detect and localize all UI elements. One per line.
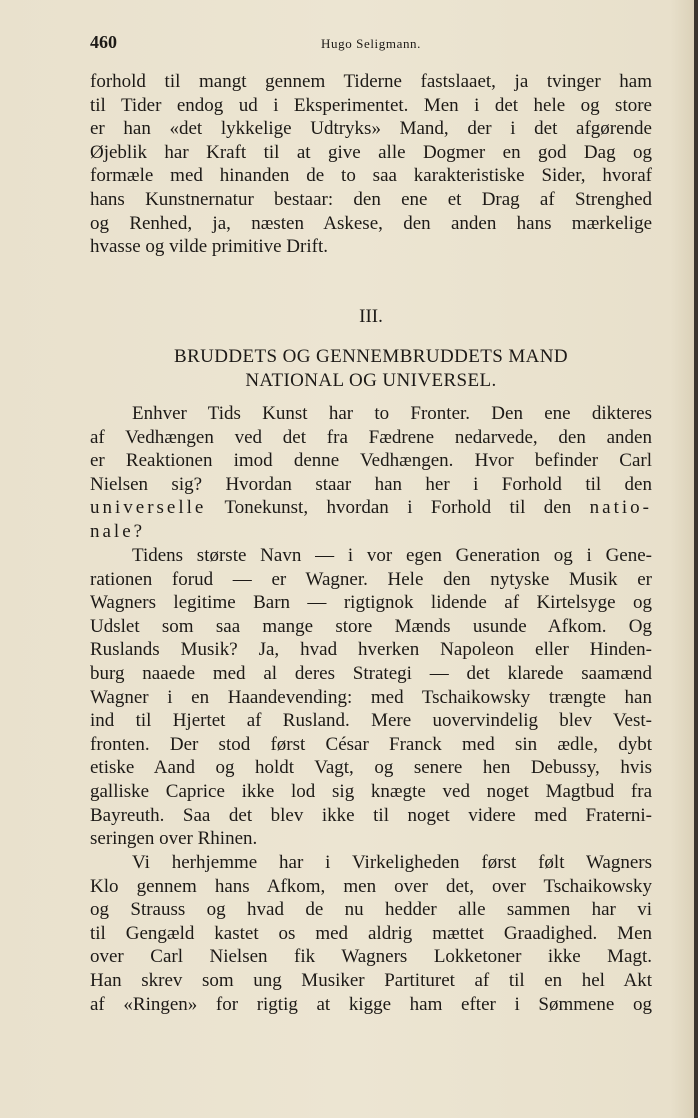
text-line xyxy=(90,496,652,520)
running-head: Hugo Seligmann. xyxy=(321,36,421,51)
text-line: af Vedhængen ved det fra Fædrene nedarvede, den anden xyxy=(90,426,652,448)
text-line: hans Kunstnernatur bestaar: den ene et Drag af Strenghed xyxy=(90,188,652,210)
paragraph xyxy=(90,402,652,544)
text-line: til Tider endog ud i Eksperimentet. Men i det hele og store xyxy=(90,94,652,116)
text-line: forhold til mangt gennem Tiderne fastslaaet, ja tvinger ham xyxy=(90,71,652,92)
text-line: Udslet som saa mange store Mænds usunde Afkom. Og xyxy=(90,615,652,637)
page-number: 460 xyxy=(90,32,117,52)
text-line: fronten. Der stod først César Franck med sin ædle, dybt xyxy=(90,733,652,755)
text-line: Vi herhjemme har i Virkeligheden først følt Wagners xyxy=(132,852,652,873)
text-line: Han skrev som ung Musiker Partituret af til en hel Akt xyxy=(90,969,652,991)
paragraph xyxy=(90,544,652,851)
section-number: III. xyxy=(359,306,383,327)
section-title-line: BRUDDETS OG GENNEMBRUDDETS MAND xyxy=(174,346,568,367)
text-line: Bayreuth. Saa det blev ikke til noget videre med Fraterni- xyxy=(90,804,652,826)
text-line: ind til Hjertet af Rusland. Mere uovervindelig blev Vest- xyxy=(90,710,652,732)
text-line: af «Ringen» for rigtig at kigge ham efter i Sømmene og xyxy=(90,993,652,1015)
text-line: seringen over Rhinen. xyxy=(90,828,258,850)
text-line: Øjeblik har Kraft til at give alle Dogmer en god Dag og xyxy=(90,141,652,163)
page-header xyxy=(90,32,652,56)
text-line: Enhver Tids Kunst har to Fronter. Den ene dikteres xyxy=(132,403,652,424)
text-line: er han «det lykkelige Udtryks» Mand, der i det afgørende xyxy=(90,118,652,140)
section-title-line: NATIONAL OG UNIVERSEL. xyxy=(245,369,497,391)
text-line: er Reaktionen imod denne Vedhængen. Hvor befinder Carl xyxy=(90,450,652,472)
text-line: hvasse og vilde primitive Drift. xyxy=(90,236,328,258)
text-line: Klo gennem hans Afkom, men over det, over Tschaikowsky xyxy=(90,875,652,897)
text-fragment: Tonekunst, hvordan i Forhold til den xyxy=(206,497,590,519)
text-line: etiske Aand og holdt Vagt, og senere hen Debussy, hvis xyxy=(90,757,652,779)
text-line: rationen forud — er Wagner. Hele den nytyske Musik er xyxy=(90,568,652,590)
text-line: formæle med hinanden de to saa karakteristiske Sider, hvoraf xyxy=(90,165,652,187)
text-line: Ruslands Musik? Ja, hvad hverken Napoleon eller Hinden- xyxy=(90,639,652,661)
text-line: Nielsen sig? Hvordan staar han her i Forhold til den xyxy=(90,473,652,495)
paragraph xyxy=(90,851,652,1016)
text-line: Tidens største Navn — i vor egen Generation og i Gene- xyxy=(132,545,652,566)
text-line: burg naaede med al deres Strategi — det klarede saamænd xyxy=(90,662,652,684)
text-line: og Strauss og hvad de nu hedder alle sammen har vi xyxy=(90,899,652,921)
text-line: Wagner i en Haandevending: med Tschaikowsky trængte han xyxy=(90,686,652,708)
text-line: Wagners legitime Barn — rigtignok lidende af Kirtelsyge og xyxy=(90,592,652,614)
paragraph-continuation xyxy=(90,70,652,259)
text-line: nale? xyxy=(90,520,146,542)
spaced-word: natio- xyxy=(589,497,652,519)
text-line: galliske Caprice ikke lod sig knægte ved noget Magtbud fra xyxy=(90,780,652,802)
spaced-word: universelle xyxy=(90,497,207,519)
text-line: over Carl Nielsen fik Wagners Lokketoner ikke Magt. xyxy=(90,946,652,968)
text-line: til Gengæld kastet os med aldrig mættet Graadighed. Men xyxy=(90,922,652,944)
text-line: og Renhed, ja, næsten Askese, den anden hans mærkelige xyxy=(90,212,652,234)
section-title xyxy=(90,345,652,392)
page-edge xyxy=(694,0,698,1118)
